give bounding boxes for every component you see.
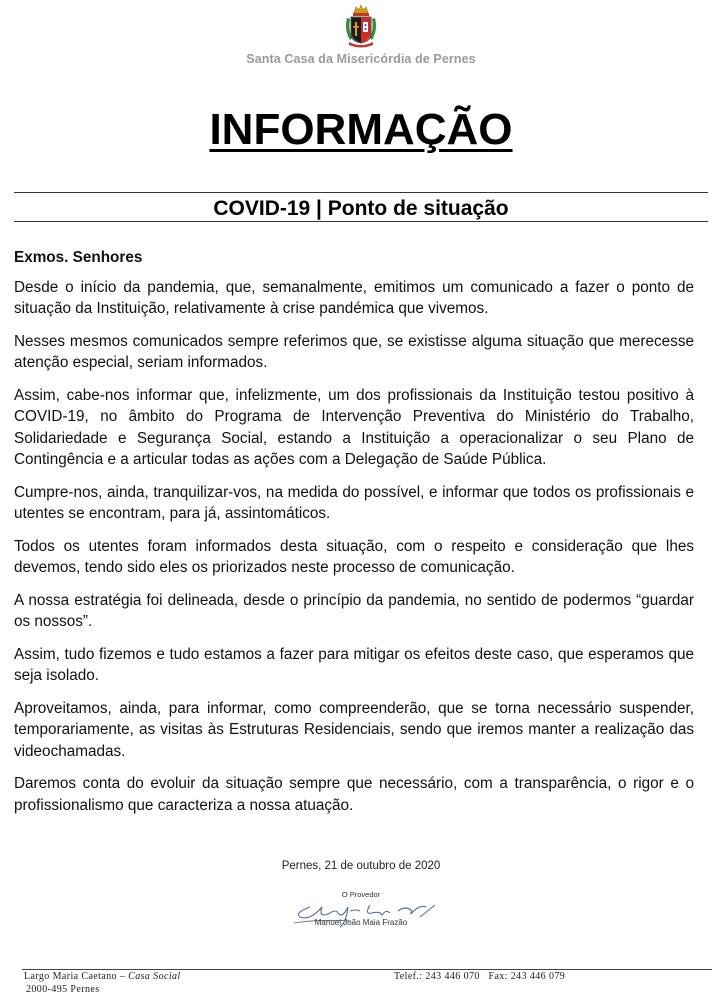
paragraph: Todos os utentes foram informados desta situação, com o respeito e consideração que lhes devemos, tendo sido eles os priorizados neste processo de comunicação. bbox=[14, 537, 694, 576]
footer-street: Largo Maria Caetano – bbox=[24, 971, 129, 982]
footer-address-line2: 2000-495 Pernes bbox=[26, 984, 100, 995]
paragraph: Desde o início da pandemia, que, semanalmente, emitimos um comunicado a fazer o ponto de situação da Instituição, relativamente à crise pandémica que vivemos. bbox=[14, 278, 694, 317]
signatory-role: O Provedor bbox=[341, 890, 381, 899]
subtitle-top-rule bbox=[14, 192, 708, 193]
coat-of-arms-icon bbox=[343, 4, 379, 48]
paragraph: Assim, tudo fizemos e tudo estamos a fazer para mitigar os efeitos deste caso, que esperamos que seja isolado. bbox=[14, 645, 694, 684]
document-title: INFORMAÇÃO bbox=[209, 105, 513, 154]
paragraph: Nesses mesmos comunicados sempre referimos que, se existisse alguma situação que merecesse atenção especial, seriam informados. bbox=[14, 332, 694, 371]
paragraph: Daremos conta do evoluir da situação sempre que necessário, com a transparência, o rigor e o profissionalismo que caracteriza a nossa atuação. bbox=[14, 775, 694, 814]
footer-rule bbox=[22, 969, 712, 970]
footer-fax: Fax: 243 446 079 bbox=[488, 971, 566, 982]
letter-body bbox=[14, 247, 694, 827]
footer-building: Casa Social bbox=[128, 971, 181, 982]
letter-date: Pernes, 21 de outubro de 2020 bbox=[281, 860, 441, 872]
footer-phone: Telef.: 243 446 070 bbox=[394, 971, 480, 982]
footer-contacts bbox=[394, 971, 565, 982]
footer-address-line1 bbox=[24, 971, 181, 982]
salutation: Exmos. Senhores bbox=[14, 249, 143, 266]
paragraph: Aproveitamos, ainda, para informar, como compreenderão, que se torna necessário suspender, temporariamente, as visitas às Estruturas Residenciais, sendo que iremos manter a realização das videochamadas. bbox=[14, 699, 694, 760]
document-subtitle: COVID-19 | Ponto de situação bbox=[213, 197, 509, 220]
subtitle-bottom-rule bbox=[14, 221, 708, 222]
organization-name: Santa Casa da Misericórdia de Pernes bbox=[246, 52, 476, 66]
signatory-name: Manuel João Maia Frazão bbox=[314, 918, 408, 927]
paragraph: A nossa estratégia foi delineada, desde o princípio da pandemia, no sentido de podermos “guardar os nossos”. bbox=[14, 591, 694, 630]
paragraph: Cumpre-nos, ainda, tranquilizar-vos, na medida do possível, e informar que todos os profissionais e utentes se encontram, para já, assintomáticos. bbox=[14, 483, 694, 522]
paragraph: Assim, cabe-nos informar que, infelizmente, um dos profissionais da Instituição testou positivo à COVID-19, no âmbito do Programa de Intervenção Preventiva do Ministério do Trabalho, Solidariedade e Segurança Social, estando a Instituição a operacionalizar o seu Plano de Contingência e a articular todas as ações com a Delegação de Saúde Pública. bbox=[14, 386, 694, 468]
